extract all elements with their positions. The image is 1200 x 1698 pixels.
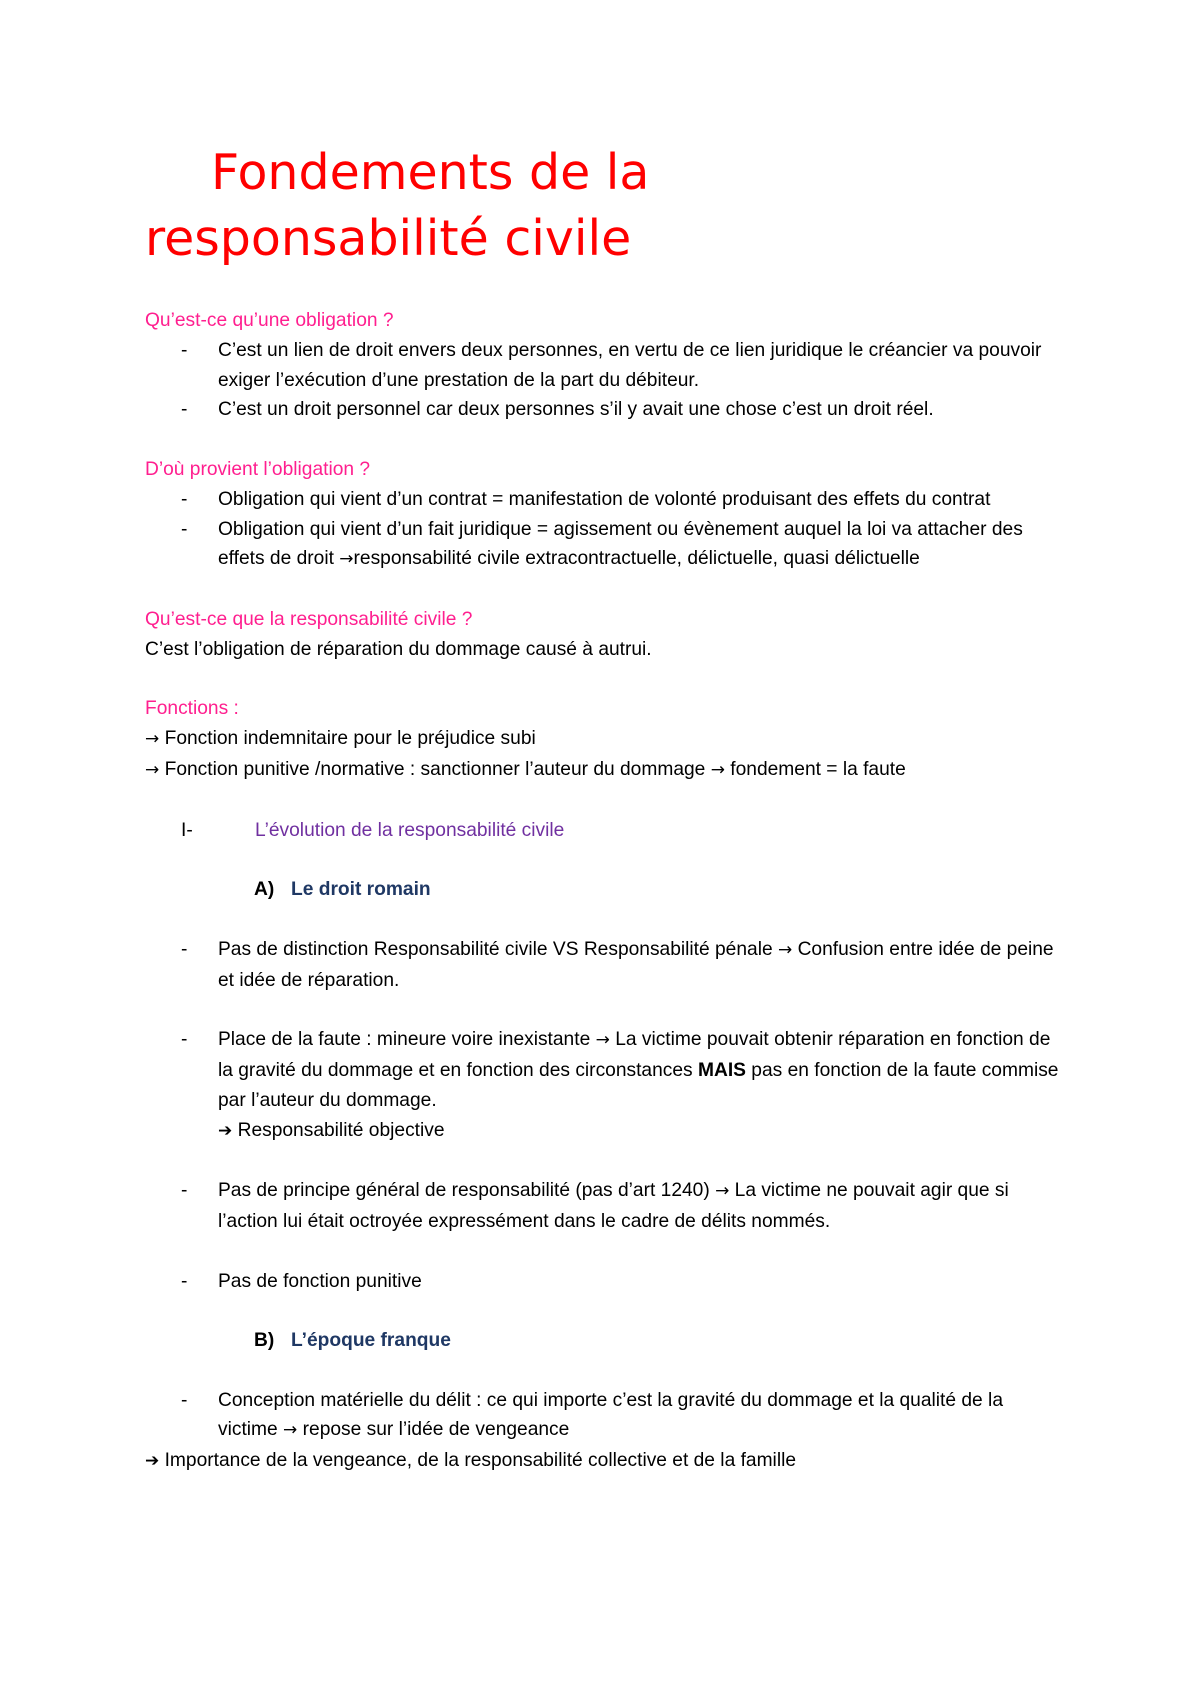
- list-item: - Obligation qui vient d’un fait juridique = agissement ou évènement auquel la loi va attacher des effets de droit →responsabilité civile extracontractuelle, délictuelle, quasi délictuelle: [145, 515, 1065, 576]
- arrow-icon: →: [145, 759, 160, 780]
- fonction-line: → Fonction punitive /normative : sanctionner l’auteur du dommage → fondement = la faute: [145, 758, 906, 780]
- arrow-icon: →: [710, 759, 725, 780]
- question-source: D’où provient l’obligation ?: [145, 458, 371, 480]
- dash-bullet: -: [181, 1270, 188, 1292]
- fonctions-heading: Fonctions :: [145, 698, 239, 720]
- subsection-heading-a: [145, 875, 1065, 905]
- arrow-icon: →: [145, 729, 160, 750]
- definition-text: C’est l’obligation de réparation du dommage causé à autrui.: [145, 638, 652, 660]
- section-heading: [145, 816, 1065, 846]
- arrow-icon: →: [283, 1420, 298, 1441]
- list-item: - C’est un lien de droit envers deux personnes, en vertu de ce lien juridique le créancier va pouvoir exiger l’exécution d’une prestation de la part du débiteur.: [145, 336, 1065, 396]
- list-item: - Pas de fonction punitive: [145, 1267, 1065, 1297]
- bold-arrow-icon: ➔: [218, 1120, 233, 1141]
- bold-arrow-icon: ➔: [145, 1451, 160, 1472]
- section-title: L’évolution de la responsabilité civile: [255, 819, 565, 841]
- arrow-icon: →: [339, 549, 354, 570]
- document-body: [145, 306, 1065, 1477]
- title-line-2: responsabilité civile: [145, 210, 632, 267]
- list-item: - C’est un droit personnel car deux personnes s’il y avait une chose c’est un droit réel.: [145, 395, 1065, 425]
- dash-bullet: -: [181, 1180, 188, 1202]
- list-item: - Conception matérielle du délit : ce qui importe c’est la gravité du dommage et la qualité de la victime → repose sur l’idée de vengeance: [145, 1386, 1065, 1447]
- subsection-label: A): [254, 879, 275, 901]
- dash-bullet: -: [181, 1389, 188, 1411]
- dash-bullet: -: [181, 399, 188, 421]
- dash-bullet: -: [181, 938, 188, 960]
- subsection-title: L’époque franque: [291, 1330, 451, 1352]
- question-responsabilite: Qu’est-ce que la responsabilité civile ?: [145, 608, 473, 630]
- subsection-label: B): [254, 1330, 275, 1352]
- arrow-icon: →: [715, 1181, 730, 1202]
- document-title: [145, 140, 1045, 272]
- section-number: I-: [181, 819, 193, 841]
- epoque-franque-list: [145, 1386, 1065, 1447]
- source-list: [145, 485, 1065, 575]
- dash-bullet: -: [181, 339, 188, 361]
- dash-bullet: -: [181, 488, 188, 510]
- dash-bullet: -: [181, 1029, 188, 1051]
- list-item: - Pas de principe général de responsabilité (pas d’art 1240) → La victime ne pouvait agir que si l’action lui était octroyée expressément dans le cadre de délits nommés.: [145, 1176, 1065, 1237]
- question-obligation: Qu’est-ce qu’une obligation ?: [145, 310, 394, 331]
- list-item: - Place de la faute : mineure voire inexistante → La victime pouvait obtenir réparation en fonction de la gravité du dommage et en fonction des circonstances MAIS pas en fonction de la faute commise par l’auteur du dommage. ➔ Responsabilité objective: [145, 1025, 1065, 1146]
- conclusion-line: ➔ Importance de la vengeance, de la responsabilité collective et de la famille: [145, 1450, 797, 1472]
- droit-romain-list: [145, 935, 1065, 996]
- arrow-icon: →: [595, 1030, 610, 1051]
- subsection-heading-b: [145, 1326, 1065, 1356]
- subsection-title: Le droit romain: [291, 879, 431, 901]
- dash-bullet: -: [181, 518, 188, 540]
- title-line-1: Fondements de la: [211, 144, 650, 201]
- arrow-icon: →: [777, 939, 793, 960]
- list-item: - Obligation qui vient d’un contrat = manifestation de volonté produisant des effets du contrat: [145, 485, 1065, 515]
- obligation-list: [145, 336, 1065, 425]
- list-item: - Pas de distinction Responsabilité civile VS Responsabilité pénale → Confusion entre idée de peine et idée de réparation.: [145, 935, 1065, 996]
- fonction-line: → Fonction indemnitaire pour le préjudice subi: [145, 728, 536, 750]
